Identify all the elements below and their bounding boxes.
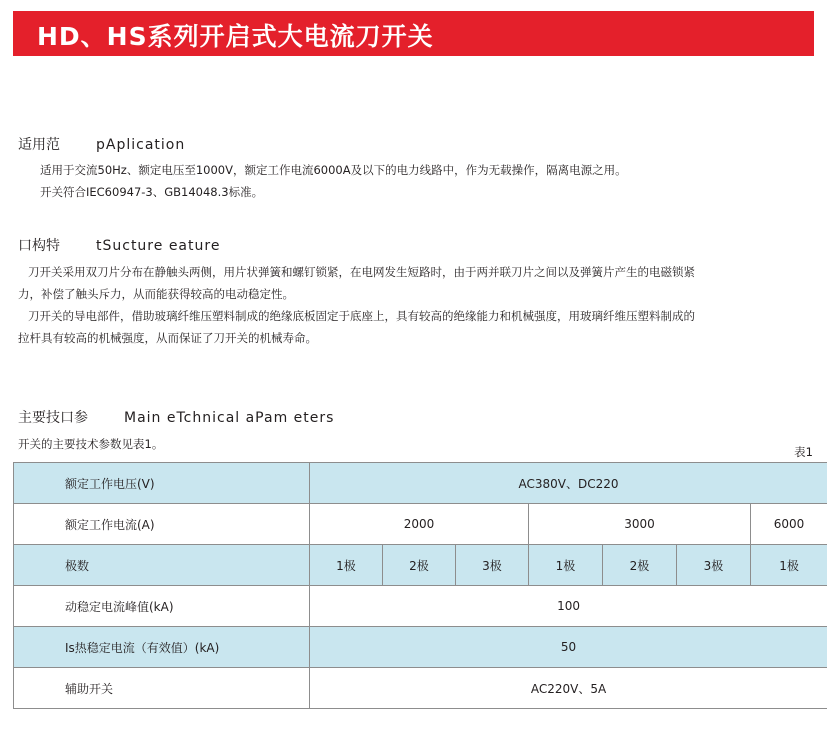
voltage-value: AC380V、DC220 [310, 463, 827, 504]
table-row [14, 586, 827, 627]
structure-heading-cn: 口构特 [18, 238, 60, 254]
structure-line-4: 拉杆具有较高的机械强度，从而保证了刀开关的机械寿命。 [18, 331, 317, 345]
structure-heading-en: tSucture eature [96, 238, 221, 254]
application-line-1: 适用于交流50Hz、额定电压至1000V，额定工作电流6000A及以下的电力线路中，作为无载操作，隔离电源之用。 [40, 163, 627, 177]
structure-line-3: 刀开关的导电部件，借助玻璃纤维压塑料制成的绝缘底板固定于底座上，具有较高的绝缘能力和机械强度，用玻璃纤维压塑料制成的 [28, 309, 695, 323]
table-number: 表1 [794, 445, 813, 459]
row-label-peak-current: 动稳定电流峰值(kA) [14, 586, 310, 627]
title-banner [13, 11, 814, 56]
application-line-2: 开关符合IEC60947-3、GB14048.3标准。 [40, 185, 264, 199]
application-text [40, 159, 627, 203]
peak-current-value: 100 [310, 586, 827, 627]
pole-cell: 1极 [529, 545, 603, 586]
tech-heading [18, 407, 334, 427]
current-value-6000: 6000 [751, 504, 827, 545]
pole-cell: 2极 [603, 545, 677, 586]
tech-heading-cn: 主要技口参 [18, 410, 88, 426]
pole-cell: 1极 [310, 545, 383, 586]
row-label-current: 额定工作电流(A) [14, 504, 310, 545]
application-heading [18, 134, 185, 154]
pole-cell: 1极 [751, 545, 827, 586]
parameters-table [13, 462, 827, 709]
structure-text [18, 261, 695, 349]
current-value-3000: 3000 [529, 504, 751, 545]
page-title: HD、HS系列开启式大电流刀开关 [37, 22, 434, 51]
row-label-poles: 极数 [14, 545, 310, 586]
row-label-voltage: 额定工作电压(V) [14, 463, 310, 504]
table-row [14, 627, 827, 668]
application-heading-en: pAplication [96, 137, 186, 153]
pole-cell: 3极 [677, 545, 751, 586]
table-note: 开关的主要技术参数见表1。 [18, 437, 164, 451]
aux-switch-value: AC220V、5A [310, 668, 827, 709]
table-row [14, 545, 827, 586]
structure-heading [18, 235, 220, 255]
structure-line-1: 刀开关采用双刀片分布在静触头两侧，用片状弹簧和螺钉锁紧，在电网发生短路时，由于两并联刀片之间以及弹簧片产生的电磁锁紧 [28, 265, 695, 279]
current-value-2000: 2000 [310, 504, 529, 545]
structure-line-2: 力，补偿了触头斥力，从而能获得较高的电动稳定性。 [18, 287, 294, 301]
application-heading-cn: 适用范 [18, 137, 60, 153]
thermal-current-value: 50 [310, 627, 827, 668]
pole-cell: 2极 [383, 545, 456, 586]
row-label-aux-switch: 辅助开关 [14, 668, 310, 709]
table-row [14, 463, 827, 504]
table-row [14, 668, 827, 709]
row-label-thermal-current: Is热稳定电流（有效值）(kA) [14, 627, 310, 668]
pole-cell: 3极 [456, 545, 529, 586]
tech-heading-en: Main eTchnical aPam eters [124, 410, 335, 426]
table-row [14, 504, 827, 545]
